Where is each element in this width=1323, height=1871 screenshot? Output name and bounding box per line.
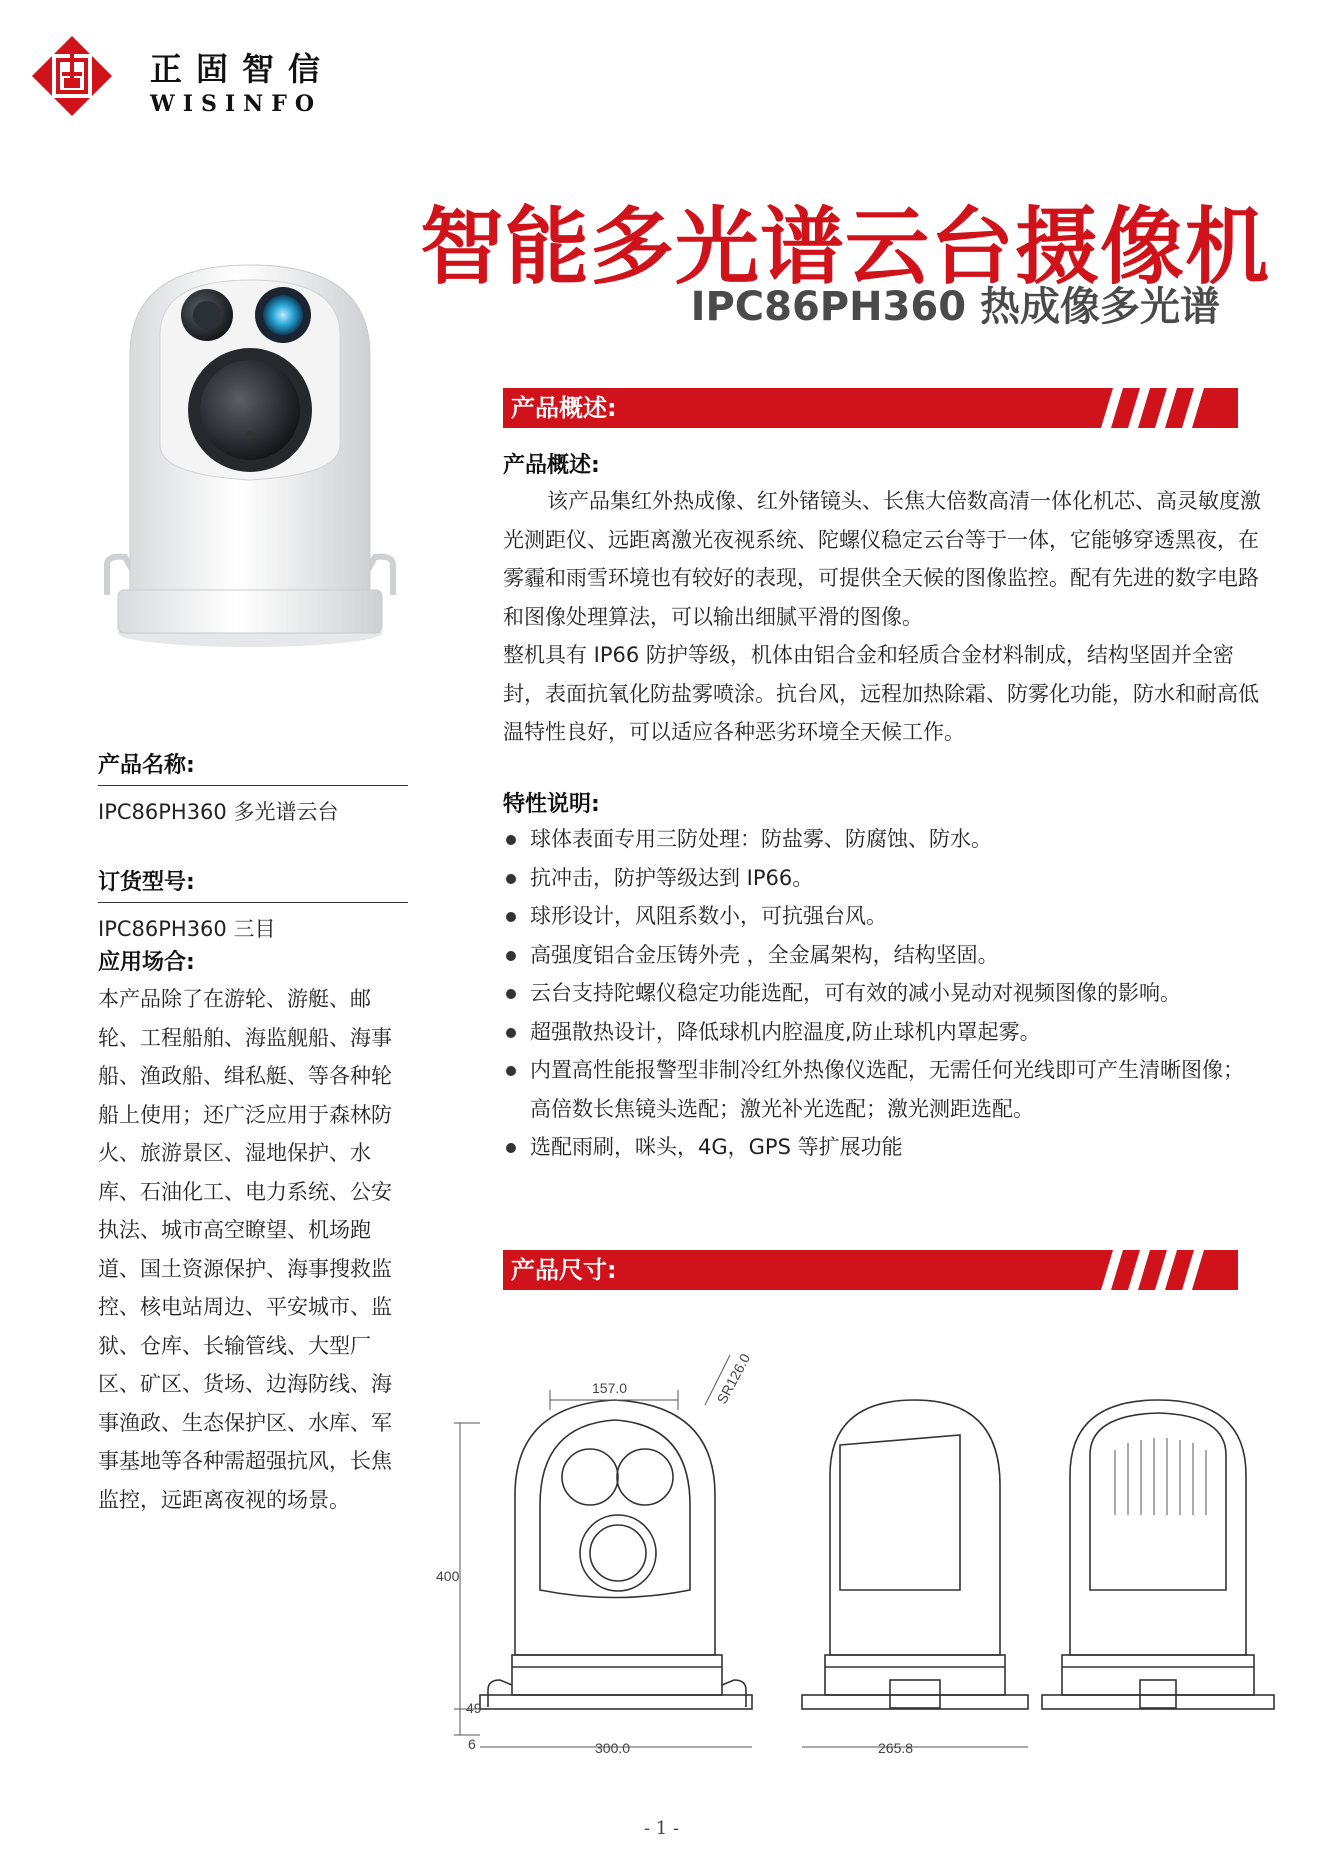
overview-heading: 产品概述: bbox=[503, 453, 600, 478]
list-item: 内置高性能报警型非制冷红外热像仪选配，无需任何光线即可产生清晰图像；高倍数长焦镜头选配；激光补光选配；激光测距选配。 bbox=[503, 1051, 1263, 1128]
dimension-drawing bbox=[436, 1345, 1300, 1765]
list-item: 抗冲击，防护等级达到 IP66。 bbox=[503, 859, 1263, 898]
list-item: 选配雨刷，咪头，4G，GPS 等扩展功能 bbox=[503, 1128, 1263, 1167]
product-name-label: 产品名称: bbox=[98, 748, 408, 786]
logo-chinese-name: 正固智信 bbox=[150, 50, 335, 88]
order-model-block bbox=[98, 865, 408, 943]
order-model-value: IPC86PH360 三目 bbox=[98, 917, 276, 941]
section-bar-overview bbox=[503, 388, 1238, 428]
list-item: 云台支持陀螺仪稳定功能选配，可有效的减小晃动对视频图像的影响。 bbox=[503, 974, 1263, 1013]
section-bar-label: 产品尺寸: bbox=[511, 1256, 617, 1284]
list-item: 高强度铝合金压铸外壳 ，全金属架构，结构坚固。 bbox=[503, 936, 1263, 975]
product-name-block bbox=[98, 748, 408, 826]
product-name-value: IPC86PH360 多光谱云台 bbox=[98, 800, 339, 824]
page-number: - 1 - bbox=[643, 1818, 680, 1839]
dim-radius: SR126.0 bbox=[713, 1350, 754, 1407]
dim-height: 400 bbox=[436, 1568, 460, 1584]
features-list bbox=[503, 820, 1263, 1167]
section-bar-label: 产品概述: bbox=[511, 394, 617, 422]
features-heading: 特性说明: bbox=[503, 792, 600, 817]
dim-side-width: 265.8 bbox=[878, 1740, 914, 1756]
applications-text: 本产品除了在游轮、游艇、邮轮、工程船舶、海监舰船、海事船、渔政船、缉私艇、等各种轮船上使用；还广泛应用于森林防火、旅游景区、湿地保护、水库、石油化工、电力系统、公安执法、城市高空瞭望、机场跑道、国土资源保护、海事搜救监控、核电站周边、平安城市、监狱、仓库、长输管线、大型厂区、矿区、货场、边海防线、海事渔政、生态保护区、水库、军事基地等各种需超强抗风，长焦监控，远距离夜视的场景。 bbox=[98, 987, 392, 1512]
dim-top-width: 157.0 bbox=[592, 1380, 628, 1396]
overview-paragraph-2: 整机具有 IP66 防护等级，机体由铝合金和轻质合金材料制成，结构坚固并全密封，表面抗氧化防盐雾喷涂。抗台风，远程加热除霜、防雾化功能，防水和耐高低温特性良好，可以适应各种恶劣环境全天候工作。 bbox=[503, 643, 1259, 744]
section-bar-size bbox=[503, 1250, 1238, 1290]
dim-base-height: 49 bbox=[466, 1700, 482, 1716]
dim-base-width: 300.0 bbox=[595, 1740, 631, 1756]
order-model-label: 订货型号: bbox=[98, 865, 408, 903]
overview-text bbox=[503, 482, 1263, 752]
overview-paragraph-1: 该产品集红外热成像、红外锗镜头、长焦大倍数高清一体化机芯、高灵敏度激光测距仪、远距离激光夜视系统、陀螺仪稳定云台等于一体，它能够穿透黑夜，在雾霾和雨雪环境也有较好的表现，可提供全天候的图像监控。配有先进的数字电路和图像处理算法，可以输出细腻平滑的图像。 bbox=[503, 489, 1261, 629]
product-photo bbox=[95, 245, 405, 650]
page-title: 智能多光谱云台摄像机 bbox=[420, 198, 1271, 296]
dim-base-offset: 6 bbox=[468, 1736, 476, 1752]
applications-label: 应用场合: bbox=[98, 950, 195, 975]
list-item: 球形设计，风阻系数小，可抗强台风。 bbox=[503, 897, 1263, 936]
list-item: 球体表面专用三防处理：防盐雾、防腐蚀、防水。 bbox=[503, 820, 1263, 859]
model-subtitle: IPC86PH360 热成像多光谱 bbox=[690, 284, 1220, 330]
company-logo-icon bbox=[30, 34, 114, 118]
list-item: 超强散热设计，降低球机内腔温度,防止球机内罩起雾。 bbox=[503, 1013, 1263, 1052]
logo-english-name: WISINFO bbox=[150, 91, 323, 117]
